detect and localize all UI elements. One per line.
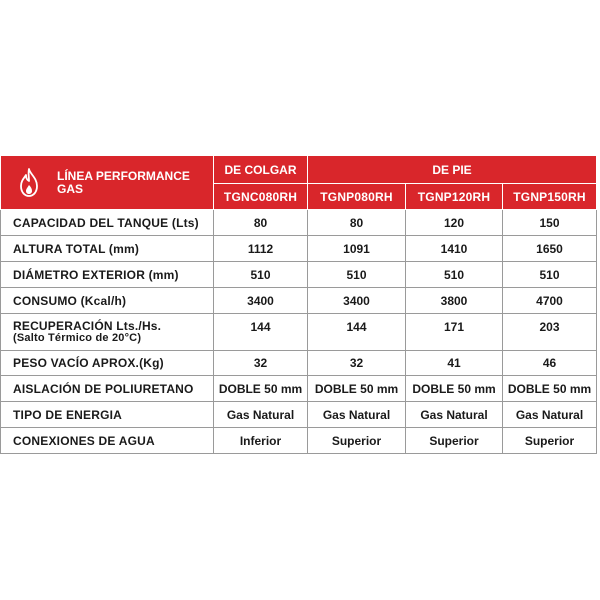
spec-row-energy (1, 402, 597, 428)
cell-value: 171 (406, 314, 503, 351)
row-label (1, 314, 214, 351)
cell-value: Inferior (214, 428, 308, 454)
brand-header (1, 156, 214, 210)
row-label-sub: (Salto Térmico de 20°C) (13, 332, 142, 344)
row-label-main: RECUPERACIÓN Lts./Hs. (13, 319, 162, 333)
group-floor-header: DE PIE (308, 156, 597, 184)
cell-value: 3400 (308, 288, 406, 314)
cell-value: Superior (406, 428, 503, 454)
header-row-groups (1, 156, 597, 184)
spec-row-diameter (1, 262, 597, 288)
spec-row-insulation (1, 376, 597, 402)
brand-line: LÍNEA PERFORMANCE (57, 168, 190, 183)
cell-value: 510 (406, 262, 503, 288)
cell-value: 80 (308, 210, 406, 236)
row-label: TIPO DE ENERGIA (1, 402, 214, 428)
cell-value: 1091 (308, 236, 406, 262)
cell-value: DOBLE 50 mm (503, 376, 597, 402)
spec-row-recovery (1, 314, 597, 351)
group-wall-header: DE COLGAR (214, 156, 308, 184)
cell-value: Superior (308, 428, 406, 454)
cell-value: 144 (308, 314, 406, 351)
cell-value: 120 (406, 210, 503, 236)
spec-row-consumption (1, 288, 597, 314)
cell-value: 4700 (503, 288, 597, 314)
row-label: CAPACIDAD DEL TANQUE (Lts) (1, 210, 214, 236)
cell-value: DOBLE 50 mm (214, 376, 308, 402)
cell-value: 32 (308, 351, 406, 376)
cell-value: 203 (503, 314, 597, 351)
row-label: CONEXIONES DE AGUA (1, 428, 214, 454)
cell-value: 510 (214, 262, 308, 288)
row-label: PESO VACÍO APROX.(Kg) (1, 351, 214, 376)
row-label: DIÁMETRO EXTERIOR (mm) (1, 262, 214, 288)
spec-row-weight (1, 351, 597, 376)
model-header: TGNP150RH (503, 184, 597, 210)
cell-value: 144 (214, 314, 308, 351)
row-label: AISLACIÓN DE POLIURETANO (1, 376, 214, 402)
cell-value: 3400 (214, 288, 308, 314)
cell-value: Gas Natural (406, 402, 503, 428)
model-header: TGNP120RH (406, 184, 503, 210)
cell-value: Gas Natural (214, 402, 308, 428)
spec-row-connections (1, 428, 597, 454)
spec-row-height (1, 236, 597, 262)
cell-value: 1112 (214, 236, 308, 262)
cell-value: 510 (503, 262, 597, 288)
cell-value: 1410 (406, 236, 503, 262)
cell-value: DOBLE 50 mm (406, 376, 503, 402)
cell-value: 1650 (503, 236, 597, 262)
spec-row-capacity (1, 210, 597, 236)
cell-value: Gas Natural (503, 402, 597, 428)
cell-value: Gas Natural (308, 402, 406, 428)
row-label: ALTURA TOTAL (mm) (1, 236, 214, 262)
cell-value: 32 (214, 351, 308, 376)
model-header: TGNC080RH (214, 184, 308, 210)
cell-value: 3800 (406, 288, 503, 314)
cell-value: 46 (503, 351, 597, 376)
row-label: CONSUMO (Kcal/h) (1, 288, 214, 314)
specifications-table (0, 155, 597, 454)
cell-value: 510 (308, 262, 406, 288)
brand-subline: GAS (57, 181, 84, 196)
cell-value: 80 (214, 210, 308, 236)
cell-value: 150 (503, 210, 597, 236)
cell-value: 41 (406, 351, 503, 376)
cell-value: Superior (503, 428, 597, 454)
model-header: TGNP080RH (308, 184, 406, 210)
cell-value: DOBLE 50 mm (308, 376, 406, 402)
flame-icon (1, 168, 57, 198)
